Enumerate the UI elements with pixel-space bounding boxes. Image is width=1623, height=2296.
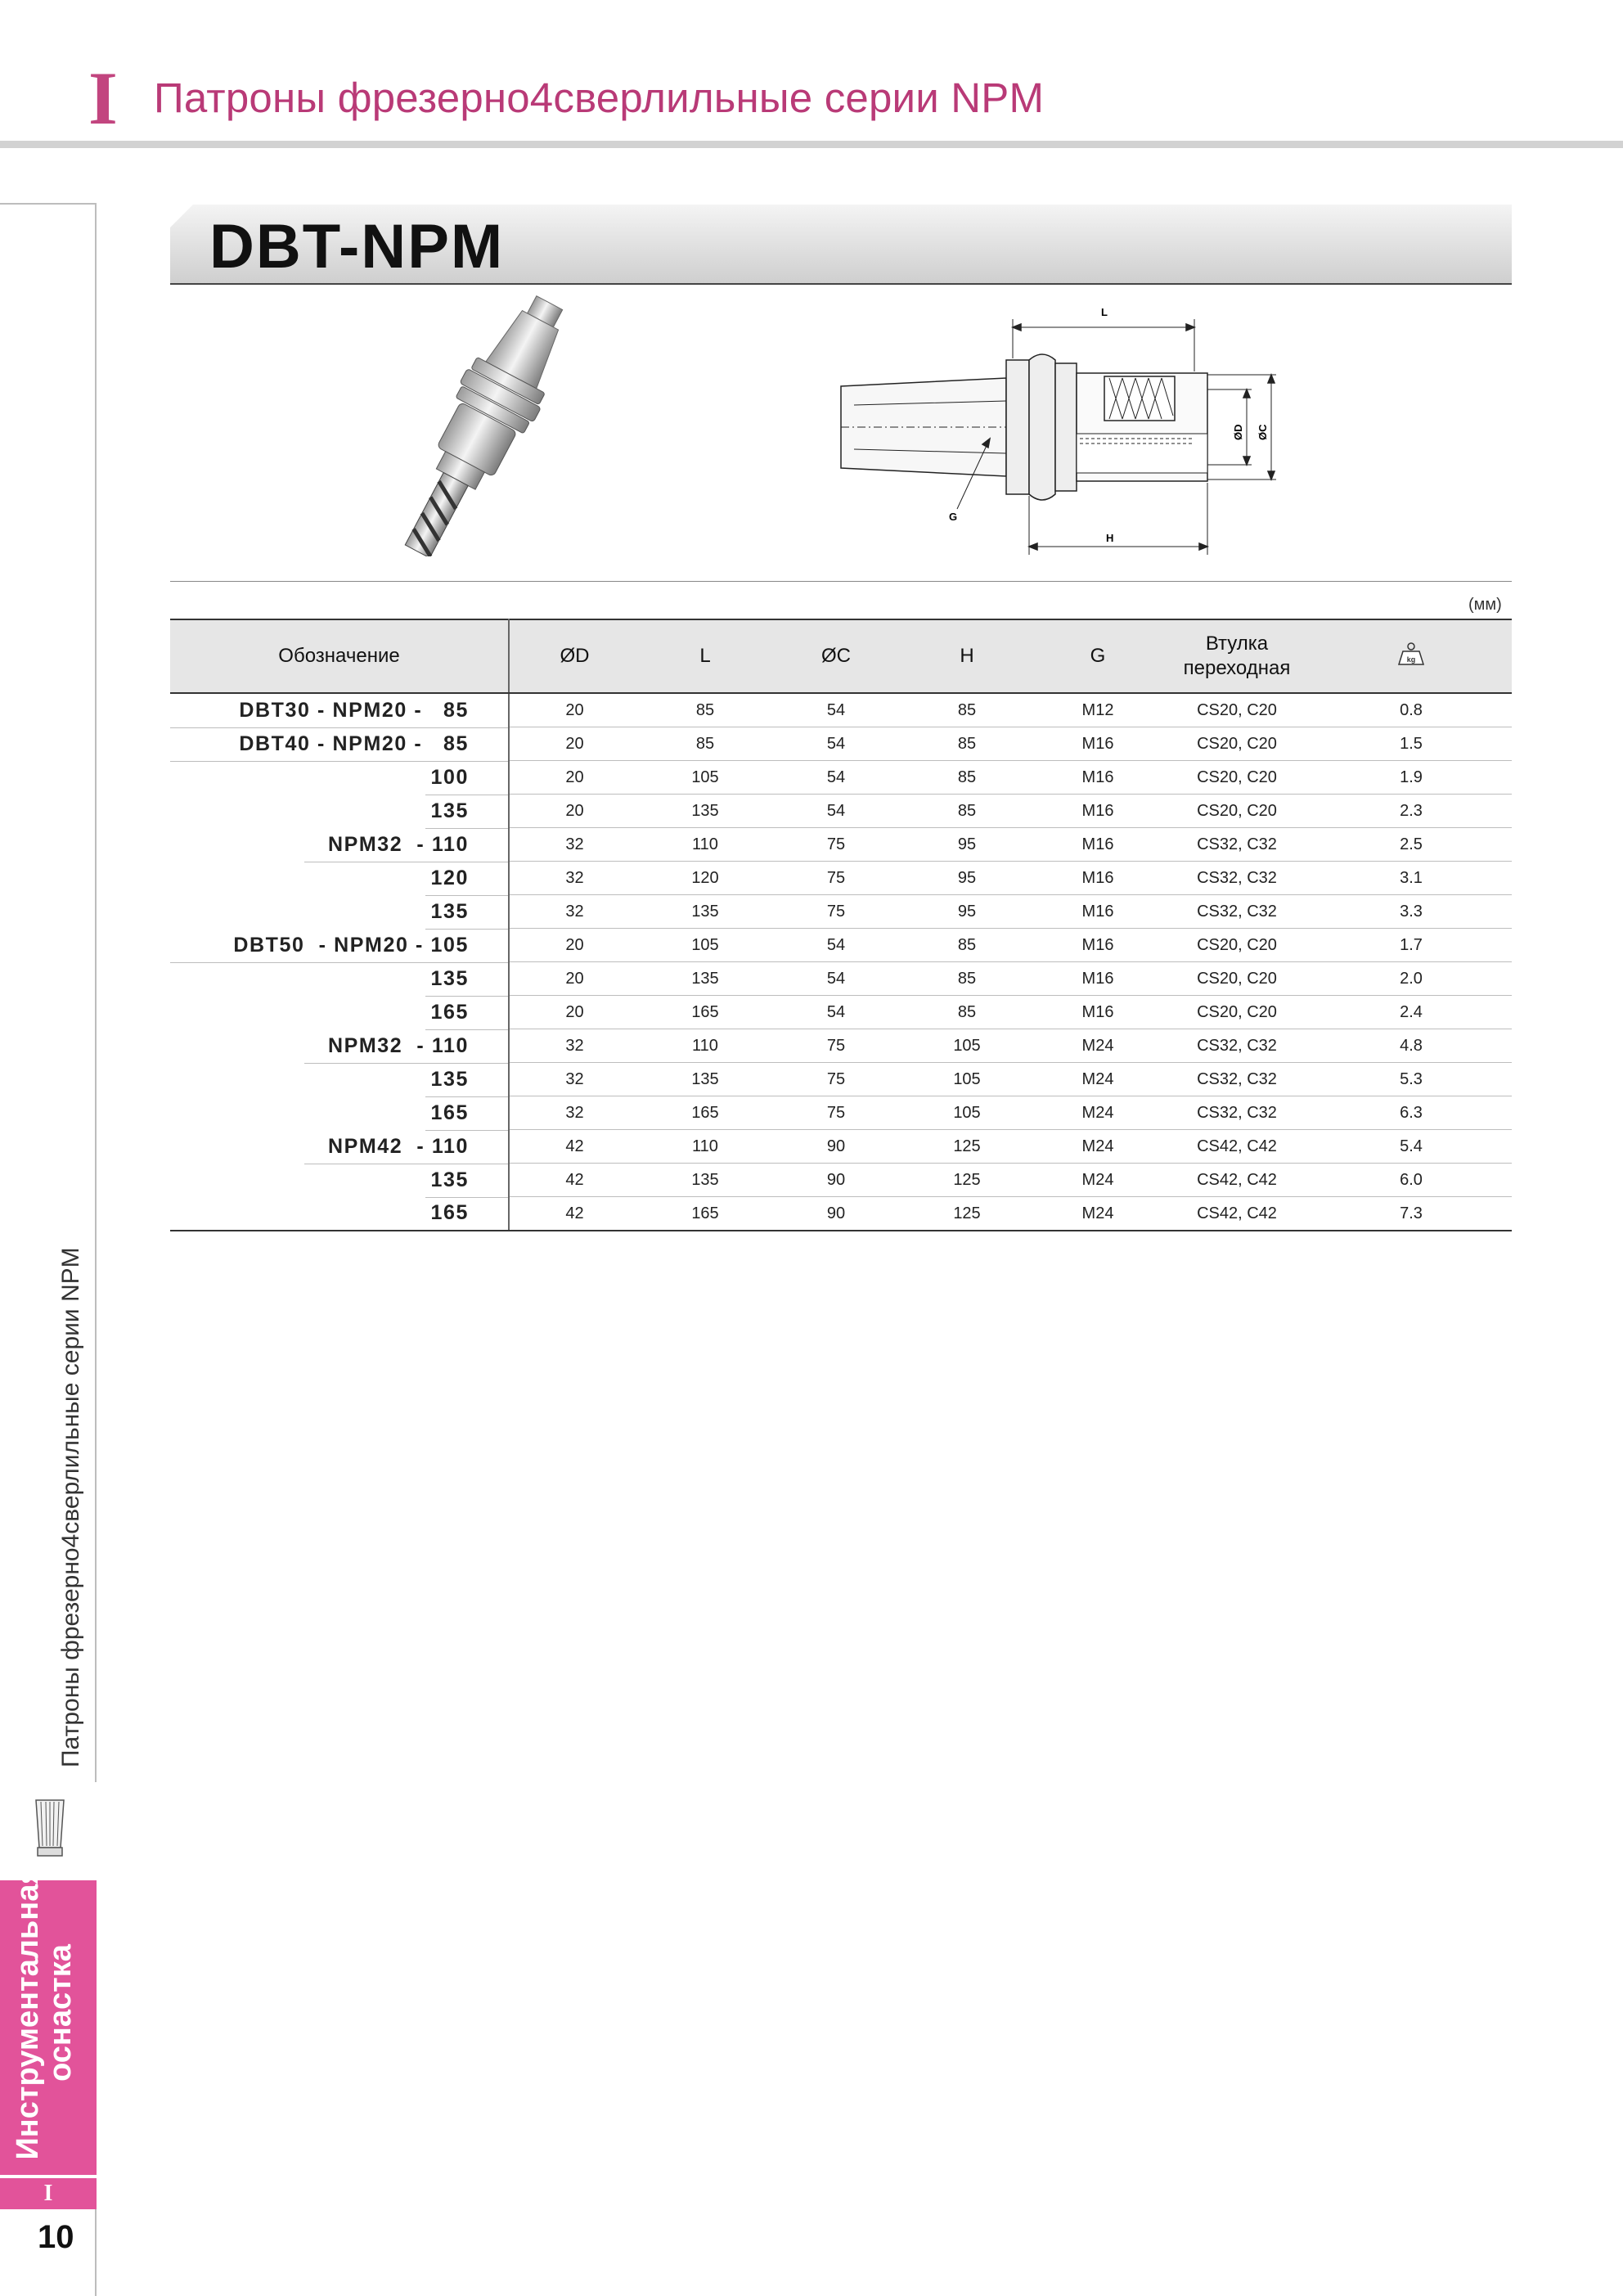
- cell-d: 32: [509, 862, 640, 895]
- col-header-d: ØD: [509, 619, 640, 693]
- header-divider: [0, 141, 1623, 148]
- cell-l: 110: [640, 1029, 771, 1063]
- cell-sleeve: CS42, C42: [1163, 1197, 1311, 1231]
- cell-g: M24: [1032, 1164, 1163, 1197]
- cell-g: M16: [1032, 862, 1163, 895]
- cell-d: 32: [509, 1096, 640, 1130]
- cell-l: 135: [640, 962, 771, 996]
- cell-c: 75: [771, 895, 901, 929]
- spec-table: [170, 619, 1512, 1231]
- cell-h: 85: [901, 761, 1032, 795]
- cell-kg: 3.1: [1311, 862, 1512, 895]
- designation-text: 135: [430, 1168, 469, 1191]
- product-photo: [368, 295, 614, 556]
- cell-sleeve: CS20, C20: [1163, 693, 1311, 727]
- cell-designation: [170, 693, 509, 727]
- cell-h: 105: [901, 1029, 1032, 1063]
- cell-sleeve: CS20, C20: [1163, 795, 1311, 828]
- page-title: Патроны фрезерно4сверлильные серии NPM: [154, 74, 1045, 121]
- cell-d: 32: [509, 1063, 640, 1096]
- col-header-h: H: [901, 619, 1032, 693]
- sidebar-bottom-line: [95, 2209, 97, 2296]
- cell-c: 54: [771, 727, 901, 761]
- section-title: DBT-NPM: [209, 212, 505, 281]
- cell-kg: 1.9: [1311, 761, 1512, 795]
- cell-kg: 2.3: [1311, 795, 1512, 828]
- table-row: [170, 962, 1512, 996]
- cell-d: 32: [509, 1029, 640, 1063]
- designation-text: 135: [430, 899, 469, 923]
- table-row: [170, 1096, 1512, 1130]
- cell-h: 95: [901, 828, 1032, 862]
- cell-designation: [170, 761, 509, 795]
- cell-l: 110: [640, 1130, 771, 1164]
- cell-c: 90: [771, 1130, 901, 1164]
- cell-kg: 2.4: [1311, 996, 1512, 1029]
- cell-d: 20: [509, 962, 640, 996]
- cell-kg: 2.0: [1311, 962, 1512, 996]
- cell-c: 90: [771, 1197, 901, 1231]
- cell-d: 20: [509, 996, 640, 1029]
- designation-text: NPM32 - 110: [327, 1033, 469, 1057]
- cell-designation: [170, 1164, 509, 1197]
- designation-text: 165: [430, 1201, 469, 1225]
- cell-designation: [170, 862, 509, 895]
- designation-text: 100: [430, 765, 469, 789]
- cell-l: 120: [640, 862, 771, 895]
- cell-designation: [170, 929, 509, 962]
- cell-sleeve: CS32, C32: [1163, 862, 1311, 895]
- cell-kg: 6.0: [1311, 1164, 1512, 1197]
- category-label-line2: оснастка: [43, 1944, 78, 2082]
- cell-designation: [170, 1096, 509, 1130]
- cell-d: 20: [509, 795, 640, 828]
- cell-c: 90: [771, 1164, 901, 1197]
- technical-drawing: [834, 295, 1309, 565]
- cell-designation: [170, 962, 509, 996]
- cell-h: 105: [901, 1063, 1032, 1096]
- cell-d: 42: [509, 1164, 640, 1197]
- cell-l: 135: [640, 1164, 771, 1197]
- cell-g: M16: [1032, 996, 1163, 1029]
- cell-c: 75: [771, 862, 901, 895]
- unit-label: (мм): [1468, 596, 1502, 614]
- cell-g: M24: [1032, 1130, 1163, 1164]
- cell-l: 105: [640, 761, 771, 795]
- cell-designation: [170, 828, 509, 862]
- cell-g: M12: [1032, 693, 1163, 727]
- cell-sleeve: CS32, C32: [1163, 1029, 1311, 1063]
- dim-label-d: ØD: [1232, 424, 1244, 440]
- cell-l: 135: [640, 795, 771, 828]
- table-row: [170, 693, 1512, 727]
- cell-d: 20: [509, 693, 640, 727]
- cell-kg: 6.3: [1311, 1096, 1512, 1130]
- table-top-rule: [170, 581, 1512, 582]
- cell-l: 165: [640, 1096, 771, 1130]
- table-row: [170, 828, 1512, 862]
- cell-h: 85: [901, 727, 1032, 761]
- banner-underline: [170, 283, 1512, 285]
- table-row: [170, 761, 1512, 795]
- cell-h: 105: [901, 1096, 1032, 1130]
- table-row: [170, 1197, 1512, 1231]
- cell-sleeve: CS20, C20: [1163, 962, 1311, 996]
- designation-text: 135: [430, 966, 469, 990]
- cell-sleeve: CS32, C32: [1163, 1063, 1311, 1096]
- cell-designation: [170, 1029, 509, 1063]
- cell-g: M16: [1032, 761, 1163, 795]
- cell-d: 32: [509, 828, 640, 862]
- table-header-row: [170, 619, 1512, 693]
- cell-c: 75: [771, 828, 901, 862]
- cell-l: 135: [640, 895, 771, 929]
- cell-kg: 1.7: [1311, 929, 1512, 962]
- table-row: [170, 1130, 1512, 1164]
- cell-kg: 5.4: [1311, 1130, 1512, 1164]
- cell-sleeve: CS20, C20: [1163, 761, 1311, 795]
- cell-d: 42: [509, 1197, 640, 1231]
- cell-designation: [170, 895, 509, 929]
- cell-kg: 4.8: [1311, 1029, 1512, 1063]
- cell-sleeve: CS42, C42: [1163, 1164, 1311, 1197]
- cell-c: 54: [771, 761, 901, 795]
- cell-g: M16: [1032, 727, 1163, 761]
- cell-designation: [170, 1197, 509, 1231]
- cell-h: 125: [901, 1130, 1032, 1164]
- designation-text: DBT40 - NPM20 - 85: [239, 732, 469, 755]
- svg-text:kg: kg: [1406, 655, 1416, 664]
- cell-g: M16: [1032, 795, 1163, 828]
- cell-l: 165: [640, 1197, 771, 1231]
- dim-label-c: ØC: [1257, 424, 1269, 440]
- page-number: 10: [38, 2219, 74, 2255]
- cell-sleeve: CS32, C32: [1163, 895, 1311, 929]
- cell-sleeve: CS32, C32: [1163, 1096, 1311, 1130]
- designation-text: 120: [430, 866, 469, 889]
- chapter-number: I: [0, 2178, 97, 2209]
- cell-designation: [170, 1063, 509, 1096]
- table-row: [170, 996, 1512, 1029]
- cell-h: 85: [901, 929, 1032, 962]
- table-row: [170, 727, 1512, 761]
- cell-c: 54: [771, 693, 901, 727]
- cell-c: 54: [771, 996, 901, 1029]
- col-header-sleeve-line1: Втулка: [1205, 633, 1269, 655]
- col-header-weight: [1311, 619, 1512, 693]
- cell-h: 85: [901, 795, 1032, 828]
- cell-kg: 1.5: [1311, 727, 1512, 761]
- cell-designation: [170, 996, 509, 1029]
- cell-g: M16: [1032, 828, 1163, 862]
- cell-d: 42: [509, 1130, 640, 1164]
- cell-sleeve: CS20, C20: [1163, 727, 1311, 761]
- cell-sleeve: CS20, C20: [1163, 996, 1311, 1029]
- category-label-line1: Инструментальная: [11, 1866, 45, 2160]
- cell-designation: [170, 1130, 509, 1164]
- cell-c: 54: [771, 962, 901, 996]
- sidebar-vertical-title: Патроны фрезерно4сверлильные серии NPM: [57, 1247, 84, 1767]
- cell-l: 135: [640, 1063, 771, 1096]
- cell-kg: 5.3: [1311, 1063, 1512, 1096]
- col-header-l: L: [640, 619, 771, 693]
- designation-text: 165: [430, 1000, 469, 1024]
- designation-text: DBT50 - NPM20 - 105: [233, 933, 469, 957]
- cell-sleeve: CS20, C20: [1163, 929, 1311, 962]
- category-label: [11, 1866, 77, 2160]
- cell-c: 75: [771, 1096, 901, 1130]
- cell-g: M24: [1032, 1197, 1163, 1231]
- cell-h: 85: [901, 693, 1032, 727]
- col-header-c: ØC: [771, 619, 901, 693]
- designation-text: 165: [430, 1101, 469, 1124]
- col-header-g: G: [1032, 619, 1163, 693]
- dim-label-g: G: [949, 511, 958, 523]
- designation-text: NPM42 - 110: [327, 1134, 469, 1158]
- chapter-mark: I: [88, 56, 118, 140]
- cell-h: 125: [901, 1197, 1032, 1231]
- col-header-sleeve: [1163, 619, 1311, 693]
- cell-c: 54: [771, 929, 901, 962]
- cell-h: 95: [901, 862, 1032, 895]
- cell-g: M24: [1032, 1063, 1163, 1096]
- cell-g: M16: [1032, 929, 1163, 962]
- table-row: [170, 795, 1512, 828]
- col-header-sleeve-line2: переходная: [1183, 657, 1291, 679]
- cell-c: 75: [771, 1063, 901, 1096]
- cell-d: 32: [509, 895, 640, 929]
- cell-g: M24: [1032, 1096, 1163, 1130]
- cell-h: 85: [901, 962, 1032, 996]
- cell-designation: [170, 795, 509, 828]
- cell-kg: 2.5: [1311, 828, 1512, 862]
- cell-g: M24: [1032, 1029, 1163, 1063]
- designation-text: 135: [430, 799, 469, 822]
- collet-icon: [29, 1795, 70, 1859]
- cell-kg: 7.3: [1311, 1197, 1512, 1231]
- cell-sleeve: CS42, C42: [1163, 1130, 1311, 1164]
- cell-c: 75: [771, 1029, 901, 1063]
- table-row: [170, 1029, 1512, 1063]
- designation-text: NPM32 - 110: [327, 832, 469, 856]
- cell-sleeve: CS32, C32: [1163, 828, 1311, 862]
- weight-icon: [1396, 642, 1426, 666]
- cell-designation: [170, 727, 509, 761]
- cell-g: M16: [1032, 895, 1163, 929]
- cell-l: 85: [640, 693, 771, 727]
- cell-h: 125: [901, 1164, 1032, 1197]
- cell-kg: 3.3: [1311, 895, 1512, 929]
- cell-l: 165: [640, 996, 771, 1029]
- designation-text: DBT30 - NPM20 - 85: [239, 698, 469, 722]
- table-row: [170, 1063, 1512, 1096]
- cell-g: M16: [1032, 962, 1163, 996]
- cell-h: 85: [901, 996, 1032, 1029]
- cell-d: 20: [509, 761, 640, 795]
- designation-text: 135: [430, 1067, 469, 1091]
- cell-kg: 0.8: [1311, 693, 1512, 727]
- cell-d: 20: [509, 727, 640, 761]
- col-header-designation: Обозначение: [170, 619, 509, 693]
- cell-c: 54: [771, 795, 901, 828]
- table-row: [170, 929, 1512, 962]
- table-row: [170, 862, 1512, 895]
- cell-h: 95: [901, 895, 1032, 929]
- cell-l: 110: [640, 828, 771, 862]
- dim-label-l: L: [1101, 306, 1108, 318]
- table-row: [170, 895, 1512, 929]
- table-row: [170, 1164, 1512, 1197]
- dim-label-h: H: [1106, 532, 1114, 544]
- cell-l: 85: [640, 727, 771, 761]
- cell-d: 20: [509, 929, 640, 962]
- cell-l: 105: [640, 929, 771, 962]
